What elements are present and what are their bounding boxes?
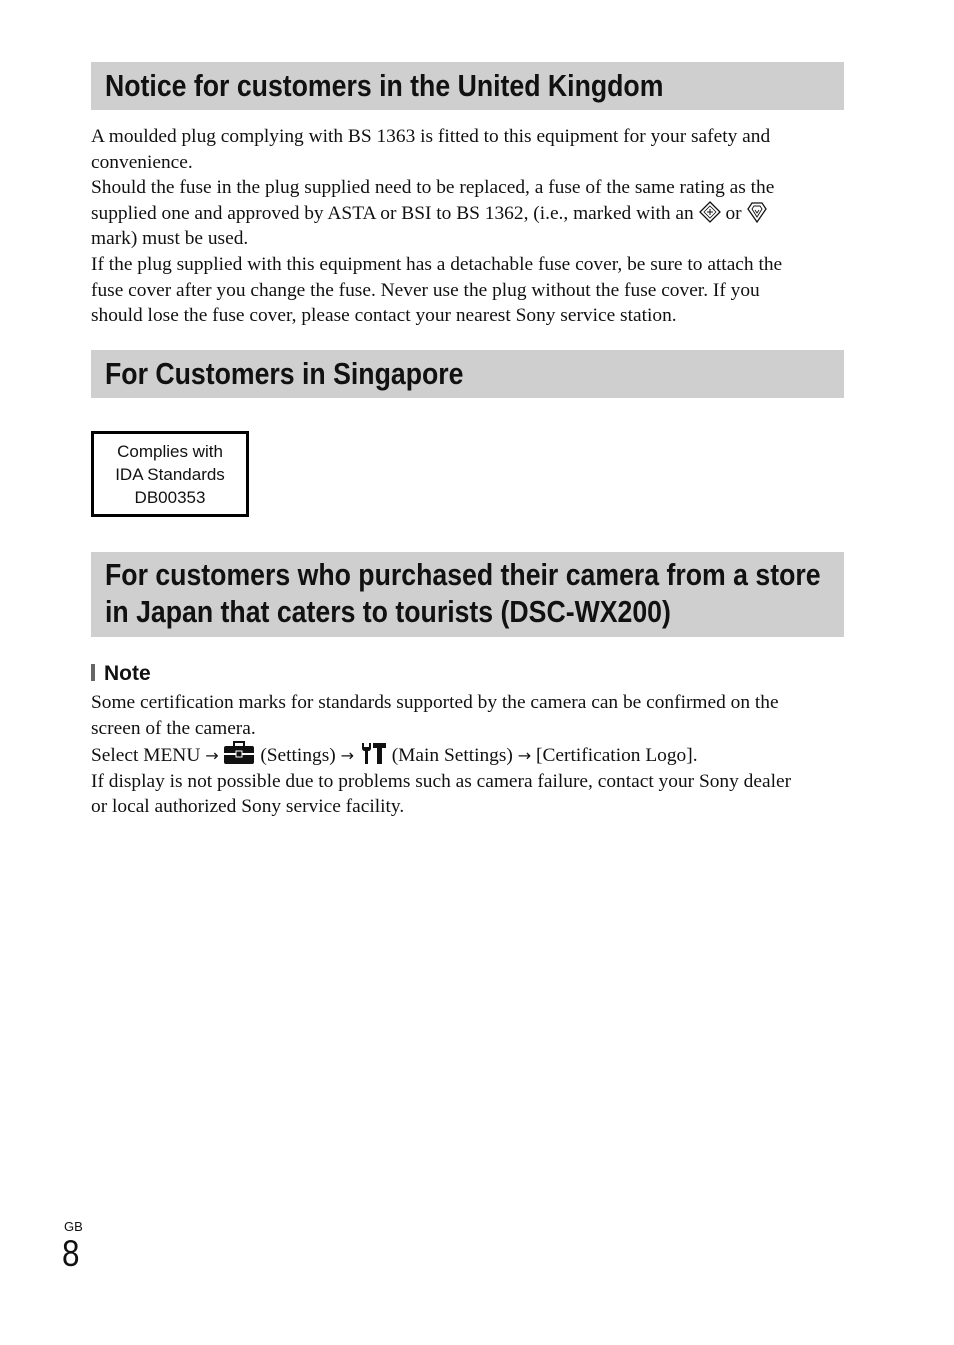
uk-section-body <box>91 124 847 329</box>
japan-section-title-line: For customers who purchased their camera from a store <box>105 557 821 592</box>
note-bar-icon <box>91 664 95 681</box>
arrow-icon: → <box>517 746 532 766</box>
page-language-code: GB <box>64 1219 83 1234</box>
asta-mark-icon <box>699 201 721 223</box>
singapore-section-title: For Customers in Singapore <box>105 356 464 391</box>
japan-section-body <box>91 690 847 820</box>
japan-section-header <box>91 552 844 637</box>
ida-label-line: DB00353 <box>134 488 206 507</box>
bsi-kitemark-icon <box>746 201 768 223</box>
note-heading <box>91 662 151 686</box>
note-label: Note <box>104 662 151 685</box>
ida-label-line: Complies with <box>117 442 223 461</box>
ida-label-line: IDA Standards <box>115 465 225 484</box>
body-text: Select MENU <box>91 745 201 767</box>
body-text: (Settings) <box>260 745 336 767</box>
body-text: [Certification Logo]. <box>536 745 698 767</box>
body-line: should lose the fuse cover, please contact your nearest Sony service station. <box>91 305 677 327</box>
body-line: A moulded plug complying with BS 1363 is fitted to this equipment for your safety and <box>91 126 771 147</box>
body-line: convenience. <box>91 151 193 173</box>
toolbox-settings-icon <box>223 741 255 765</box>
body-text: or <box>725 202 742 224</box>
body-line: If the plug supplied with this equipment has a detachable fuse cover, be sure to attach the <box>91 253 783 275</box>
uk-section-title: Notice for customers in the United Kingdom <box>105 68 664 103</box>
body-line: mark) must be used. <box>91 228 249 250</box>
body-line: If display is not possible due to problems such as camera failure, contact your Sony dealer <box>91 770 792 792</box>
uk-section-header <box>91 62 844 110</box>
body-text: (Main Settings) <box>391 745 513 767</box>
body-text: supplied one and approved by ASTA or BSI to BS 1362, (i.e., marked with an <box>91 202 694 224</box>
body-line: Some certification marks for standards supported by the camera can be confirmed on the <box>91 692 779 713</box>
body-line: Should the fuse in the plug supplied need to be replaced, a fuse of the same rating as the <box>91 177 775 199</box>
japan-section-title-line: in Japan that caters to tourists (DSC-WX200) <box>105 594 671 629</box>
ida-compliance-label <box>91 431 249 517</box>
singapore-section-header <box>91 350 844 398</box>
wrench-main-settings-icon <box>359 741 387 765</box>
body-line-with-marks <box>91 201 847 227</box>
body-line: fuse cover after you change the fuse. Never use the plug without the fuse cover. If you <box>91 279 760 301</box>
arrow-icon: → <box>205 746 219 766</box>
body-line: or local authorized Sony service facility. <box>91 796 405 818</box>
page-number: 8 <box>62 1233 80 1274</box>
body-line: screen of the camera. <box>91 717 256 739</box>
menu-path-line <box>91 741 847 769</box>
arrow-icon: → <box>340 746 354 766</box>
